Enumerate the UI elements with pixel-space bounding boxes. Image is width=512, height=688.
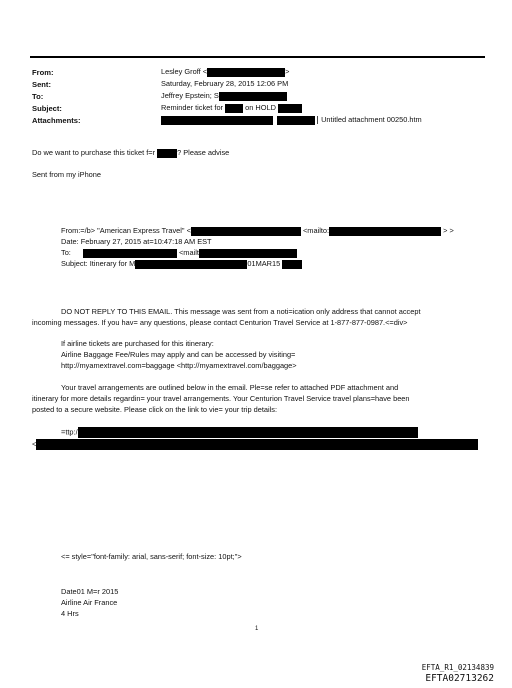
subject-value (161, 103, 302, 113)
redaction-block (278, 104, 302, 113)
arrangements-line-1: Your travel arrangements are outlined below in the email. Ple=se refer to attached PDF attachment and (61, 383, 399, 392)
sent-from-line: Sent from my iPhone (32, 170, 102, 179)
forward-subject-line (61, 259, 302, 269)
redaction-block (36, 439, 478, 450)
to-label: To: (32, 92, 44, 101)
redaction-block (329, 227, 441, 236)
sent-label: Sent: (32, 80, 51, 89)
arrangements-line-2: itinerary for more details regardin= your travel arrangements. Your Centurion Travel Service travel plans=have been (32, 394, 410, 403)
redaction-block (199, 249, 297, 258)
to-name: Jeffrey Epstein; S (161, 91, 219, 100)
itinerary-duration: 4 Hrs (61, 609, 79, 618)
sent-value: Saturday, February 28, 2015 12:06 PM (161, 79, 289, 88)
redaction-block (225, 104, 243, 113)
attachments-value (161, 115, 422, 125)
from-value (161, 67, 289, 77)
baggage-line-2: Airline Baggage Fee/Rules may apply and can be accessed by visiting= (61, 350, 296, 359)
question-suffix: ? Please advise (177, 148, 230, 157)
forward-to-line (61, 248, 297, 258)
subject-mid: on HOLD (245, 103, 276, 112)
page-number: 1 (255, 626, 259, 632)
redaction-block (191, 227, 301, 236)
question-line (32, 148, 229, 158)
trip-link-prefix: =ttp:/ (61, 427, 78, 437)
baggage-link[interactable]: http://myamextravel.com=baggage <http://myamextravel.com/baggage> (61, 361, 297, 370)
forward-from-text: From:=/b> "American Express Travel" < (61, 226, 191, 235)
forward-to-label: To: (61, 248, 71, 257)
trip-link-line[interactable] (61, 427, 418, 438)
itinerary-date: Date01 M=r 2015 (61, 587, 119, 596)
notice-line-1: DO NOT REPLY TO THIS EMAIL. This message was sent from a noti=ication only address that cannot accept (61, 307, 421, 316)
to-value (161, 91, 287, 101)
redaction-block (78, 427, 418, 438)
forward-subject-prefix: Subject: Itinerary for M (61, 259, 136, 268)
from-suffix: > (285, 67, 290, 76)
forward-subject-code: 01MAR15 (247, 259, 281, 268)
forward-date-line: Date: February 27, 2015 at=10:47:18 AM EST (61, 237, 212, 246)
baggage-line-1: If airline tickets are purchased for this itinerary: (61, 339, 214, 348)
footer-code-1: EFTA_R1_02134839 (421, 663, 494, 672)
subject-label: Subject: (32, 104, 62, 113)
redaction-block (135, 260, 247, 269)
redaction-block (207, 68, 285, 77)
attachment-file-link[interactable]: Untitled attachment 00250.htm (321, 115, 422, 124)
redaction-block (157, 149, 177, 158)
style-code-line: <= style="font-family: arial, sans-serif; font-size: 10pt;"> (61, 552, 242, 561)
trip-link-lt: < (32, 439, 37, 449)
redaction-block (219, 92, 287, 101)
question-prefix: Do we want to purchase this ticket f=r (32, 148, 156, 157)
subject-prefix: Reminder ticket for (161, 103, 224, 112)
forward-mailto-end: > > (443, 226, 454, 235)
attachments-label: Attachments: (32, 116, 81, 125)
redaction-block (161, 116, 273, 125)
redaction-block (282, 260, 302, 269)
redaction-block (83, 249, 177, 258)
notice-line-2: incoming messages. If you hav= any questions, please contact Centurion Travel Service at 1-877-877-0987.<=div> (32, 318, 408, 327)
trip-link-line-2[interactable] (32, 439, 478, 450)
from-label: From: (32, 68, 54, 77)
header-rule (30, 56, 485, 58)
from-name: Lesley Groff < (161, 67, 208, 76)
forward-to-mailto: <mailt (178, 248, 199, 257)
forward-mailto: <mailto: (302, 226, 330, 235)
itinerary-airline: Airline Air France (61, 598, 118, 607)
footer-code-2: EFTA02713262 (425, 673, 494, 684)
forward-from-line (61, 226, 454, 236)
arrangements-line-3: posted to a secure website. Please click on the link to vie= your trip details: (32, 405, 278, 414)
redaction-block (277, 116, 315, 125)
